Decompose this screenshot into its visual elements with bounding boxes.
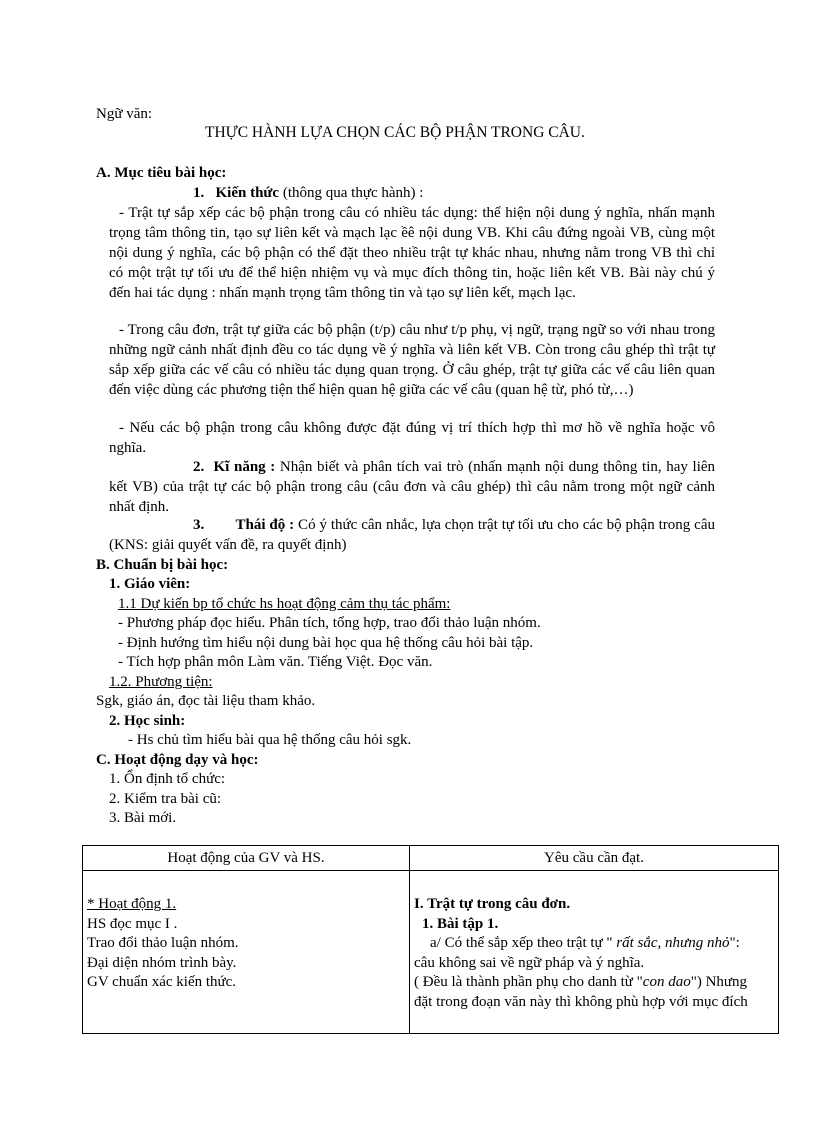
knowledge-heading [193,184,423,202]
teacher-heading: 1. Giáo viên: [109,576,191,592]
skills-text: Nhận biết và phân tích vai trò (nhấn mạnh nội dung thông tin, hay liên kết VB) của trật tự các bộ phận trong câu (câu đơn và câu ghép) thì câu nằm trong một ngữ cảnh nhất định. [109,459,716,515]
skills-paragraph [109,457,715,517]
requirement-line: đặt trong đoạn văn này thì không phù hợp với mục đích [414,993,748,1010]
requirement-section: I. Trật tự trong câu đơn. [414,896,571,912]
requirement-line3-post: ") Nhưng [690,974,748,990]
plan-heading: 1.1 Dự kiến bp tổ chức hs hoạt động cảm thụ tác phẩm: [118,596,451,612]
list-item: - Định hướng tìm hiểu nội dung bài học qua hệ thống câu hỏi bài tập. [118,635,534,651]
subject-label: Ngữ văn: [96,106,153,122]
step-item: 1. Ổn định tổ chức: [109,771,226,787]
table-header-row [83,846,779,871]
knowledge-label: Kiến thức [215,185,280,201]
knowledge-num: 1. [193,185,205,201]
section-b-heading: B. Chuẩn bị bài học: [96,557,229,573]
list-item: - Tích hợp phân môn Làm văn. Tiếng Việt. Đọc văn. [118,654,433,670]
requirement-line [414,973,774,993]
requirement-a-post: ": [729,935,740,951]
attitude-paragraph [109,515,715,555]
section-a-heading: A. Mục tiêu bài học: [96,165,227,181]
requirement-line3-quote: con dao [642,974,691,990]
requirement-line-a [414,934,774,954]
skills-label: Kĩ năng : [213,459,276,475]
attitude-num: 3. [193,517,205,533]
knowledge-paragraph-3: - Nếu các bộ phận trong câu không được đặt đúng vị trí thích hợp thì mơ hồ về nghĩa hoặc vô nghĩa. [109,420,715,456]
activity-line: HS đọc mục I . [87,915,178,932]
requirement-cell [410,871,779,1034]
requirement-exercise: 1. Bài tập 1. [422,915,499,932]
student-heading: 2. Học sinh: [109,713,186,729]
student-text: - Hs chủ tìm hiểu bài qua hệ thống câu hỏi sgk. [128,732,412,748]
requirement-line3-pre: ( Đều là thành phần phụ cho danh từ " [414,974,643,990]
page-title: THỰC HÀNH LỰA CHỌN CÁC BỘ PHẬN TRONG CÂU. [205,124,585,141]
activity-cell [83,871,410,1034]
step-item: 2. Kiểm tra bài cũ: [109,791,222,807]
section-c-heading: C. Hoạt động dạy và học: [96,752,259,768]
knowledge-paragraph-1: - Trật tự sắp xếp các bộ phận trong câu có nhiều tác dụng: thể hiện nội dung ý nghĩa, nhấn mạnh trọng tâm thông tin, tạo sự liên kết và mạch lạc ềê nội dung VB. Khi câu đứng ngoài VB, cùng một nội dung ý nghĩa, các bộ phận có thể đặt theo nhiều trật tự khác nhau, nhưng nằm trong VB thì chỉ có một trật tự tối ưu để thể hiện nhiệm vụ và mục đích thông tin, hoặc liên kết VB. Bài này chú ý đến hai tác dụng : nhấn mạnh trọng tâm thông tin và tạo sự liên kết, mạch lạc. [109,205,715,301]
requirement-a-quote: rất sắc, nhưng nhỏ [616,935,730,951]
attitude-label: Thái độ : [235,517,295,533]
lesson-table [82,845,779,1034]
table-header-activity: Hoạt động của GV và HS. [83,846,410,871]
requirement-line: câu không sai về ngữ pháp và ý nghĩa. [414,954,645,971]
activity-line: Trao đổi thảo luận nhóm. [87,935,239,951]
skills-num: 2. [193,459,205,475]
step-item: 3. Bài mới. [109,810,177,826]
list-item: - Phương pháp đọc hiểu. Phân tích, tổng hợp, trao đổi thảo luận nhóm. [118,615,541,631]
table-row [83,871,779,1034]
requirement-a-pre: a/ Có thể sắp xếp theo trật tự " [430,935,617,951]
activity-line: GV chuẩn xác kiến thức. [87,974,237,990]
knowledge-paragraph-2: - Trong câu đơn, trật tự giữa các bộ phận (t/p) câu như t/p phụ, vị ngữ, trạng ngữ so với nhau trong những ngữ cảnh nhất định đều co tác dụng về ý nghĩa và liên kết VB. Còn trong câu ghép thì trật tự sắp xếp giữa các vế câu có nhiều tác dụng quan trọng. Ở câu ghép, trật tự giữa các vế câu liên quan đến việc dùng các phương tiện thể hiện quan hệ giữa các vế câu (quan hệ từ, phó từ,…) [109,322,715,398]
table-header-requirement: Yêu cầu cần đạt. [410,846,779,871]
activity-title: * Hoạt động 1. [87,896,177,912]
activity-line: Đại diện nhóm trình bày. [87,954,237,971]
means-heading: 1.2. Phương tiện: [109,674,213,690]
attitude-text: Có ý thức cân nhắc, lựa chọn trật tự tối ưu cho các bộ phận trong câu (KNS: giải quyết vấn đề, ra quyết định) [109,517,715,553]
means-text: Sgk, giáo án, đọc tài liệu tham khảo. [96,693,316,709]
knowledge-rest: (thông qua thực hành) : [279,185,424,201]
